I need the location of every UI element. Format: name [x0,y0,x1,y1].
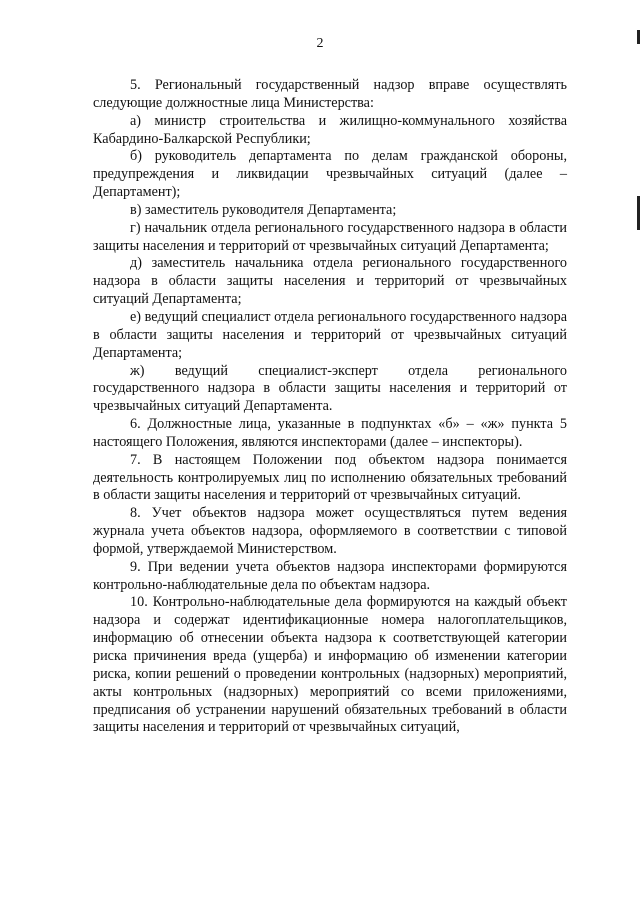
paragraph-5a: а) министр строительства и жилищно-коммунального хозяйства Кабардино-Балкарской Республики; [93,112,567,147]
document-body [93,77,567,737]
paragraph-8: 8. Учет объектов надзора может осуществляться путем ведения журнала учета объектов надзора, оформляемого в соответствии с типовой формой, утверждаемой Министерством. [93,505,567,557]
paragraph-6: 6. Должностные лица, указанные в подпунктах «б» – «ж» пункта 5 настоящего Положения, являются инспекторами (далее – инспекторы). [93,416,567,450]
paragraph-5v: в) заместитель руководителя Департамента; [130,201,397,218]
paragraph-5: 5. Региональный государственный надзор вправе осуществлять следующие должностные лица Министерства: [93,77,567,111]
paragraph-10: 10. Контрольно-наблюдательные дела формируются на каждый объект надзора и содержат идентификационные номера налогоплательщиков, информацию об отнесении объекта надзора к соответствующей категории риска причинения вреда (ущерба) и информацию об изменении категории риска, копии решений о проведении контрольных (надзорных) мероприятий, акты контрольных (надзорных) мероприятий со всеми приложениями, предписания об устранении нарушений обязательных требований в области защиты населения и территорий от чрезвычайных ситуаций, [93,594,567,736]
paragraph-5d: д) заместитель начальника отдела регионального государственного надзора в области защиты населения и территорий от чрезвычайных ситуаций Департамента; [93,255,567,308]
paragraph-5g: г) начальник отдела регионального государственного надзора в области защиты населения и территорий от чрезвычайных ситуаций Департамента; [93,219,567,254]
paragraph-9: 9. При ведении учета объектов надзора инспекторами формируются контрольно-наблюдательные дела по объектам надзора. [93,558,567,593]
page-number: 2 [316,36,324,51]
paragraph-5zh: ж) ведущий специалист-эксперт отдела регионального государственного надзора в области защиты населения и территорий от чрезвычайных ситуаций Департамента. [93,362,567,415]
paragraph-5e: е) ведущий специалист отдела регионального государственного надзора в области защиты населения и территорий от чрезвычайных ситуаций Департамента; [93,308,567,361]
paragraph-5b: б) руководитель департамента по делам гражданской обороны, предупреждения и ликвидации чрезвычайных ситуаций (далее – Департамент); [93,148,567,201]
paragraph-7: 7. В настоящем Положении под объектом надзора понимается деятельность контролируемых лиц по исполнению обязательных требований в области защиты населения и территорий от чрезвычайных ситуаций. [93,451,567,504]
